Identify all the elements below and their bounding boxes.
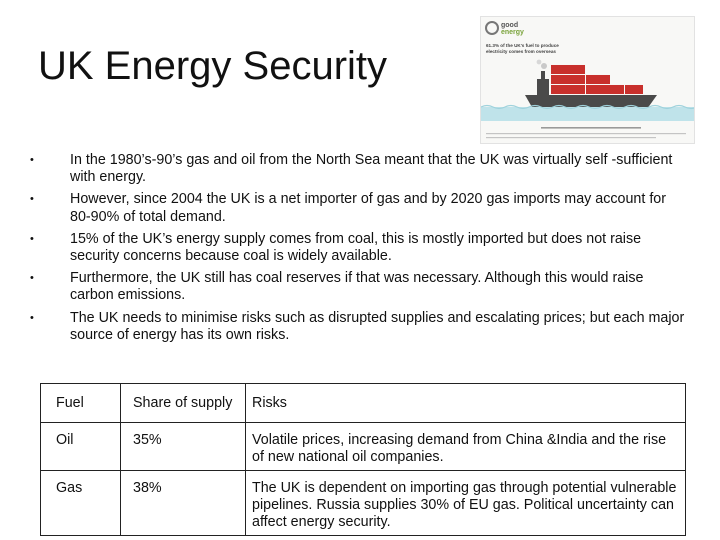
cell-share: 38% [121, 471, 246, 536]
ship-infographic-graphic [481, 17, 694, 143]
brand-logo-icon [486, 22, 498, 34]
bullet-dot-icon: • [30, 193, 34, 206]
column-header-share: Share of supply [121, 384, 246, 423]
cargo-container [586, 75, 610, 84]
column-header-risks: Risks [246, 384, 686, 423]
cell-share: 35% [121, 423, 246, 471]
bullet-text: However, since 2004 the UK is a net importer of gas and by 2020 gas imports may account for 80-90% of total demand. [70, 191, 667, 225]
cargo-container [551, 65, 585, 74]
table-header-row [41, 384, 686, 423]
smoke-icon [541, 63, 547, 69]
bullet-text: In the 1980’s-90’s gas and oil from the North Sea meant that the UK was virtually self -sufficient with energy. [70, 152, 673, 186]
bullet-item [28, 231, 688, 265]
bullet-item [28, 310, 688, 344]
column-header-fuel: Fuel [41, 384, 121, 423]
cell-fuel: Oil [41, 423, 121, 471]
bullet-item [28, 270, 688, 304]
bullet-list [28, 152, 688, 349]
cargo-container [551, 75, 585, 84]
infographic-headline-line2: electricity comes from overseas [486, 49, 556, 54]
fuel-risk-table [40, 383, 686, 536]
bullet-text: Furthermore, the UK still has coal reserves if that was necessary. Although this would raise carbon emissions. [70, 270, 644, 304]
cargo-container [586, 85, 624, 94]
cell-risks: Volatile prices, increasing demand from China &India and the rise of new national oil companies. [246, 423, 686, 471]
footnote-line [486, 133, 686, 134]
infographic-headline-line1: 61.3% of the UK's fuel to produce [486, 43, 559, 48]
brand-name-line1: good [501, 22, 519, 29]
bullet-text: 15% of the UK’s energy supply comes from coal, this is mostly imported but does not raise security concerns because coal is widely available. [70, 230, 642, 265]
cell-risks: The UK is dependent on importing gas through potential vulnerable pipelines. Russia supplies 30% of EU gas. Political uncertainty can affect energy security. [246, 471, 686, 536]
bullet-dot-icon: • [30, 232, 34, 245]
footnote-line [541, 127, 641, 129]
ship-bridge [537, 79, 549, 95]
bullet-dot-icon: • [30, 272, 34, 285]
cell-fuel: Gas [41, 471, 121, 536]
bullet-item [28, 152, 688, 186]
table-row [41, 471, 686, 536]
ship-funnel [541, 71, 545, 79]
smoke-icon [537, 60, 542, 65]
ship-infographic [480, 16, 695, 144]
bullet-dot-icon: • [30, 311, 34, 324]
cargo-container [625, 85, 643, 94]
bullet-dot-icon: • [30, 154, 34, 166]
cargo-containers [551, 65, 643, 94]
footnote-line [486, 137, 656, 138]
cargo-container [551, 85, 585, 94]
sea [481, 107, 694, 121]
bullet-text: The UK needs to minimise risks such as disrupted supplies and escalating prices; but each major source of energy has its own risks. [70, 309, 685, 343]
table-row [41, 423, 686, 471]
slide-title: UK Energy Security [38, 44, 388, 88]
brand-name-line2: energy [501, 29, 524, 36]
bullet-item [28, 191, 688, 225]
